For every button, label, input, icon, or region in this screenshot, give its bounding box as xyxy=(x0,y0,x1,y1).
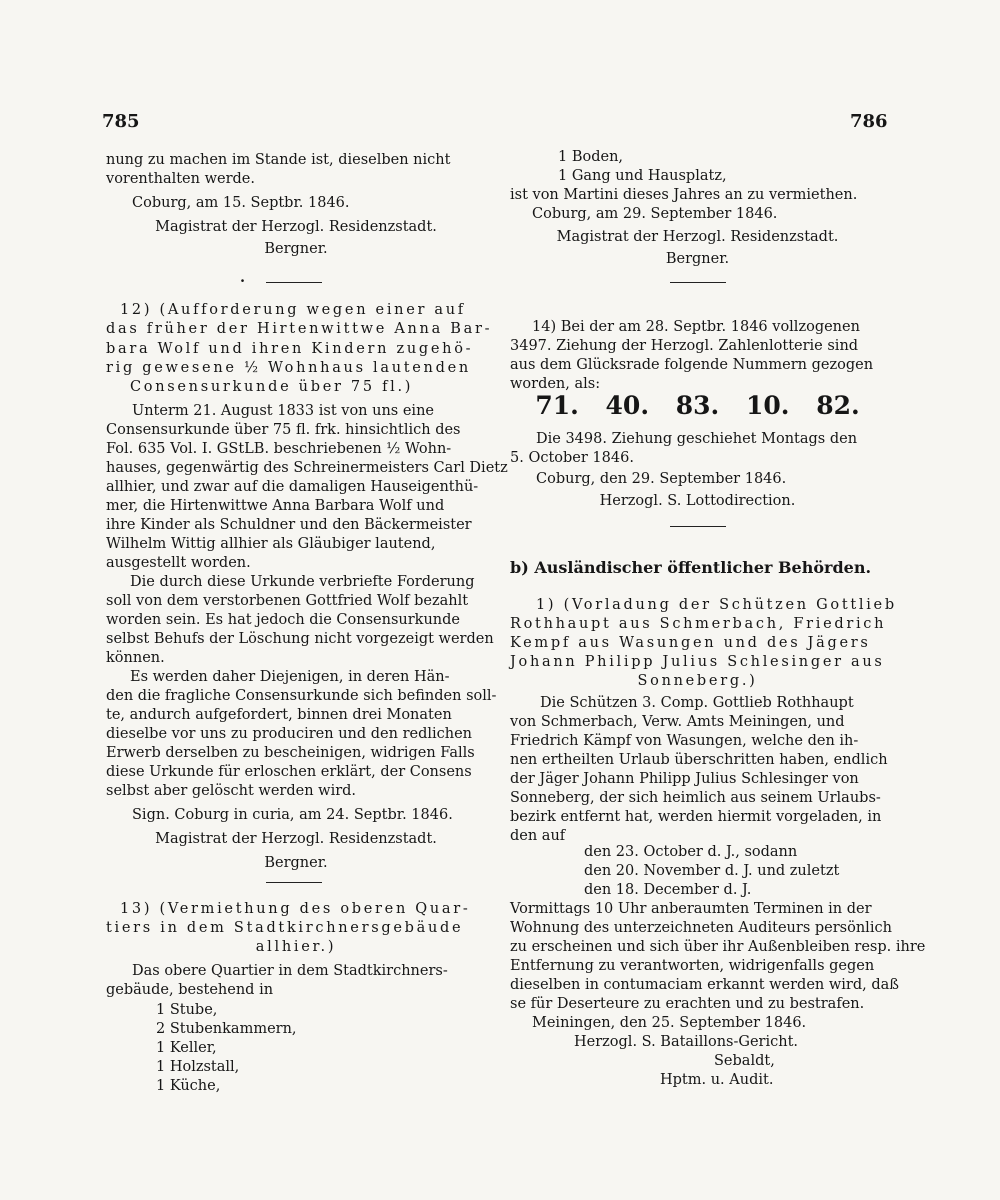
signature: Bergner. xyxy=(264,855,328,871)
text-line: nen ertheilten Urlaub überschritten haben, endlich xyxy=(510,752,888,768)
text-line: selbst aber gelöscht werden wird. xyxy=(106,783,357,799)
text-line: hauses, gegenwärtig des Schreinermeisters Carl Dietz xyxy=(106,460,508,476)
notice-title-line: 13) (Vermiethung des oberen Quar- xyxy=(120,901,471,917)
notice-title-line: 1) (Vorladung der Schützen Gottlieb xyxy=(536,597,897,613)
authority-line: Magistrat der Herzogl. Residenzstadt. xyxy=(155,831,437,847)
text-line: te, andurch aufgefordert, binnen drei Monaten xyxy=(106,707,452,723)
text-line: Consensurkunde über 75 fl. frk. hinsichtlich des xyxy=(106,422,461,438)
text-line: diese Urkunde für erloschen erklärt, der Consens xyxy=(106,764,472,780)
date-entry: den 20. November d. J. und zuletzt xyxy=(584,863,840,879)
text-line: gebäude, bestehend in xyxy=(106,982,274,998)
lottery-number: 82. xyxy=(816,391,860,420)
separator-dot: . xyxy=(240,269,246,286)
list-item: 1 Stube, xyxy=(156,1002,218,1018)
dateline: Meiningen, den 25. September 1846. xyxy=(532,1015,807,1031)
list-item: 1 Boden, xyxy=(558,149,624,165)
text-line: der Jäger Johann Philipp Julius Schlesinger von xyxy=(510,771,859,787)
text-line: Wohnung des unterzeichneten Auditeurs persönlich xyxy=(510,920,892,936)
list-item: 1 Küche, xyxy=(156,1078,221,1094)
signature-title: Hptm. u. Audit. xyxy=(660,1072,774,1088)
authority-line: Herzogl. S. Bataillons-Gericht. xyxy=(574,1034,799,1050)
authority-line: Herzogl. S. Lottodirection. xyxy=(599,493,796,509)
text-line: können. xyxy=(106,650,165,666)
text-line: aus dem Glücksrade folgende Nummern gezogen xyxy=(510,357,874,373)
text-line: nung zu machen im Stande ist, dieselben nicht xyxy=(106,152,451,168)
text-line: mer, die Hirtenwittwe Anna Barbara Wolf und xyxy=(106,498,445,514)
text-line: zu erscheinen und sich über ihr Außenbleiben resp. ihre xyxy=(510,939,926,955)
signature: Bergner. xyxy=(264,241,328,257)
notice-title-line: 12) (Aufforderung wegen einer auf xyxy=(120,302,466,318)
text-line: Fol. 635 Vol. I. GStLB. beschriebenen ½ Wohn- xyxy=(106,441,452,457)
notice-title-line: rig gewesene ½ Wohnhaus lautenden xyxy=(106,360,471,376)
text-line: Die 3498. Ziehung geschiehet Montags den xyxy=(536,431,858,447)
dateline: Sign. Coburg in curia, am 24. Septbr. 1846. xyxy=(132,807,453,823)
text-line: 5. October 1846. xyxy=(510,450,634,466)
dateline: Coburg, am 29. September 1846. xyxy=(532,206,778,222)
text-line: Unterm 21. August 1833 ist von uns eine xyxy=(132,403,434,419)
text-line: worden, als: xyxy=(510,376,601,392)
notice-title-line: tiers in dem Stadtkirchnersgebäude xyxy=(106,920,464,936)
text-line: se für Deserteure zu erachten und zu bestrafen. xyxy=(510,996,865,1012)
text-line: Das obere Quartier in dem Stadtkirchners- xyxy=(132,963,448,979)
text-line: Friedrich Kämpf von Wasungen, welche den ih- xyxy=(510,733,859,749)
text-line: von Schmerbach, Verw. Amts Meiningen, und xyxy=(510,714,845,730)
text-line: worden sein. Es hat jedoch die Consensurkunde xyxy=(106,612,460,628)
text-line: allhier, und zwar auf die damaligen Hauseigenthü- xyxy=(106,479,479,495)
text-line: den auf xyxy=(510,828,566,844)
text-line: Die durch diese Urkunde verbriefte Forderung xyxy=(130,574,475,590)
notice-title-line: das früher der Hirtenwittwe Anna Bar- xyxy=(106,321,493,337)
lottery-number: 71. xyxy=(535,391,579,420)
authority-line: Magistrat der Herzogl. Residenzstadt. xyxy=(556,229,839,245)
separator-rule xyxy=(670,282,726,283)
lottery-number: 10. xyxy=(745,391,790,420)
text-line: selbst Behufs der Löschung nicht vorgezeigt werden xyxy=(106,631,494,647)
text-line: dieselben in contumaciam erkannt werden wird, daß xyxy=(510,977,899,993)
page-number-right: 786 xyxy=(850,111,888,132)
lottery-numbers xyxy=(510,391,885,420)
list-item: 2 Stubenkammern, xyxy=(156,1021,297,1037)
text-line: Sonneberg, der sich heimlich aus seinem Urlaubs- xyxy=(510,790,881,806)
text-line: Es werden daher Diejenigen, in deren Hän- xyxy=(130,669,450,685)
text-line: vorenthalten werde. xyxy=(106,171,255,187)
text-line: Wilhelm Wittig allhier als Gläubiger lautend, xyxy=(106,536,436,552)
notice-title-line: Rothhaupt aus Schmerbach, Friedrich xyxy=(510,616,887,632)
text-line: Erwerb derselben zu bescheinigen, widrigen Falls xyxy=(106,745,475,761)
text-line: ausgestellt worden. xyxy=(106,555,251,571)
text-line: ist von Martini dieses Jahres an zu vermiethen. xyxy=(510,187,858,203)
text-line: 14) Bei der am 28. Septbr. 1846 vollzogenen xyxy=(532,319,860,335)
date-entry: den 23. October d. J., sodann xyxy=(584,844,798,860)
lottery-number: 83. xyxy=(675,391,720,420)
dateline: Coburg, am 15. Septbr. 1846. xyxy=(132,195,350,211)
notice-title-line: Kempf aus Wasungen und des Jägers xyxy=(510,635,871,651)
signature: Bergner. xyxy=(665,251,730,267)
notice-title-line: Consensurkunde über 75 fl.) xyxy=(130,379,414,395)
separator-rule xyxy=(266,882,322,883)
text-line: soll von dem verstorbenen Gottfried Wolf bezahlt xyxy=(106,593,469,609)
text-line: 3497. Ziehung der Herzogl. Zahlenlotterie sind xyxy=(510,338,859,354)
dateline: Coburg, den 29. September 1846. xyxy=(536,471,787,487)
date-entry: den 18. December d. J. xyxy=(584,882,752,898)
text-line: Vormittags 10 Uhr anberaumten Terminen in der xyxy=(510,901,872,917)
notice-title-line: Sonneberg.) xyxy=(637,673,758,689)
authority-line: Magistrat der Herzogl. Residenzstadt. xyxy=(155,219,437,235)
list-item: 1 Keller, xyxy=(156,1040,217,1056)
text-line: bezirk entfernt hat, werden hiermit vorgeladen, in xyxy=(510,809,882,825)
separator-rule xyxy=(670,526,726,527)
text-line: dieselbe vor uns zu produciren und den redlichen xyxy=(106,726,473,742)
text-line: ihre Kinder als Schuldner und den Bäckermeister xyxy=(106,517,472,533)
notice-title-line: allhier.) xyxy=(255,939,337,955)
page-number-left: 785 xyxy=(102,111,140,132)
section-heading: b) Ausländischer öffentlicher Behörden. xyxy=(510,558,872,577)
notice-title-line: bara Wolf und ihren Kindern zugehö- xyxy=(106,341,474,357)
list-item: 1 Gang und Hausplatz, xyxy=(558,168,727,184)
notice-title-line: Johann Philipp Julius Schlesinger aus xyxy=(510,654,885,670)
text-line: den die fragliche Consensurkunde sich befinden soll- xyxy=(106,688,497,704)
signature: Sebaldt, xyxy=(714,1053,775,1069)
list-item: 1 Holzstall, xyxy=(156,1059,240,1075)
separator-rule xyxy=(266,282,322,283)
text-line: Die Schützen 3. Comp. Gottlieb Rothhaupt xyxy=(540,695,854,711)
lottery-number: 40. xyxy=(605,391,650,420)
text-line: Entfernung zu verantworten, widrigenfalls gegen xyxy=(510,958,875,974)
